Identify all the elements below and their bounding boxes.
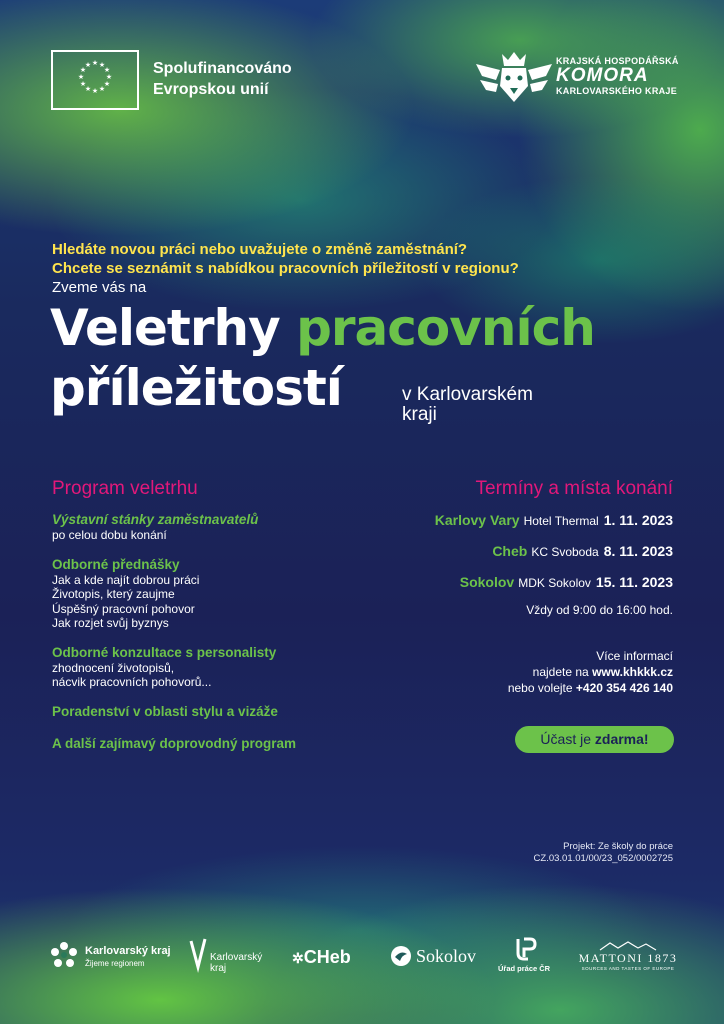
info-line-1: Více informací [596,649,673,663]
info-web-prefix: najdete na [532,665,593,679]
info-line-3 [373,680,673,696]
svg-text:★: ★ [105,73,113,81]
svg-text:★: ★ [79,66,87,74]
free-entry-bold: zdarma! [594,731,649,747]
svg-text:★: ★ [103,66,111,74]
term-city: Cheb [492,543,528,559]
program-item-line: nácvik pracovních pohovorů... [52,675,212,689]
svg-text:★: ★ [103,80,111,88]
program-list [52,512,372,766]
project-name: Projekt: Ze školy do práce [563,841,673,852]
terms-list [353,512,673,617]
svg-text:★: ★ [98,85,106,93]
eu-flag-logo [51,50,139,110]
term-row [353,543,673,574]
website-link[interactable]: www.khkkk.cz [592,665,673,679]
program-item-title: Odborné konzultace s personalisty [52,644,277,660]
term-city: Karlovy Vary [434,512,520,528]
sokolov-bird-icon [390,945,412,967]
intro-question-1: Hledáte novou práci nebo uvažujete o změně zaměstnání? [52,241,468,258]
term-venue: Hotel Thermal [523,514,599,528]
more-info [373,648,673,696]
sokolov-text: Sokolov [416,946,477,966]
intro-question-2: Chcete se seznámit s nabídkou pracovních příležitostí v regionu? [52,260,519,277]
svg-text:★: ★ [79,80,87,88]
logo-cheb [292,947,351,968]
info-phone-prefix: nebo volejte [507,681,576,695]
kk2-line-1: Karlovarský [210,952,263,963]
project-code: CZ.03.01.01/00/23_052/0002725 [533,853,673,864]
intro-invite: Zveme vás na [52,279,147,296]
program-item-title: A další zajímavý doprovodný program [52,735,297,751]
komora-lion-crest-icon [474,50,554,105]
program-item [52,557,372,631]
main-title-line-1 [50,300,595,356]
svg-text:★: ★ [98,61,106,69]
program-item-title: Poradenství v oblasti stylu a vizáže [52,703,278,719]
flower-icon [49,940,79,970]
komora-line-1: KRAJSKÁ HOSPODÁŘSKÁ [556,56,679,66]
intro-text [52,240,519,297]
cheb-star-icon: ✲ [292,950,304,966]
komora-logo-text [556,56,686,96]
kk1-subtitle: Žijeme regionem [85,959,145,968]
term-date: 15. 11. 2023 [595,574,673,590]
program-item-line: po celou dobu konání [52,528,167,542]
up-mark-icon [514,937,538,961]
cheb-text: CHeb [303,947,351,967]
kk1-title: Karlovarský kraj [85,945,171,957]
eu-line-1: Spolufinancováno [153,60,292,77]
eu-stars-icon [53,52,137,108]
svg-text:★: ★ [77,73,85,81]
term-date: 8. 11. 2023 [603,543,673,559]
svg-text:★: ★ [91,87,99,95]
komora-line-2: KOMORA [556,65,649,86]
partner-logos [0,935,724,985]
term-date: 1. 11. 2023 [603,512,673,528]
mattoni-subtitle: SOURCES AND TASTES OF EUROPE [581,966,675,971]
opening-hours: Vždy od 9:00 do 16:00 hod. [526,603,673,617]
term-row [353,512,673,543]
term-venue: KC Svoboda [531,545,599,559]
project-info [534,841,673,865]
title-word-veletrhy: Veletrhy [50,299,280,357]
svg-text:★: ★ [91,59,99,67]
phone-number[interactable]: +420 354 426 140 [575,681,673,695]
kk2-line-2: kraj [210,963,227,974]
kraj-mark-icon [188,937,208,973]
svg-text:★: ★ [84,85,92,93]
program-item-line: Životopis, který zaujme [52,587,175,601]
program-item-title: Výstavní stánky zaměstnavatelů [52,512,259,527]
program-item [52,512,372,543]
program-item-line: Jak a kde najít dobrou práci [52,572,200,587]
program-item [52,645,372,690]
free-entry-badge [515,726,674,753]
komora-line-3: KARLOVARSKÉHO KRAJE [556,86,678,96]
free-entry-prefix: Účast je [540,731,595,747]
term-row [353,574,673,605]
title-region [402,385,533,425]
program-item [52,736,372,752]
title-region-line-1: v Karlovarském [402,384,533,405]
program-item-title: Odborné přednášky [52,556,180,572]
eu-cofinanced-text [153,58,292,100]
term-venue: MDK Sokolov [518,576,591,590]
main-title-line-2: příležitostí [50,359,342,417]
program-item-line: zhodnocení životopisů, [52,660,175,675]
program-item-line: Úspěšný pracovní pohovor [52,601,195,616]
term-city: Sokolov [459,574,515,590]
program-heading: Program veletrhu [52,478,198,499]
mattoni-text: MATTONI 1873 [578,951,678,965]
info-line-2 [373,664,673,680]
program-item [52,704,372,720]
title-word-pracovnich: pracovních [296,299,595,357]
program-item-line: Jak rozjet svůj byznys [52,616,169,630]
svg-text:★: ★ [84,61,92,69]
logo-mattoni [578,941,678,971]
up-label: Úřad práce ČR [498,964,551,973]
mattoni-mountains-icon [598,941,658,951]
title-region-line-2: kraji [402,404,437,425]
terms-heading: Termíny a místa konání [475,478,673,499]
eu-line-2: Evropskou unií [153,81,269,98]
